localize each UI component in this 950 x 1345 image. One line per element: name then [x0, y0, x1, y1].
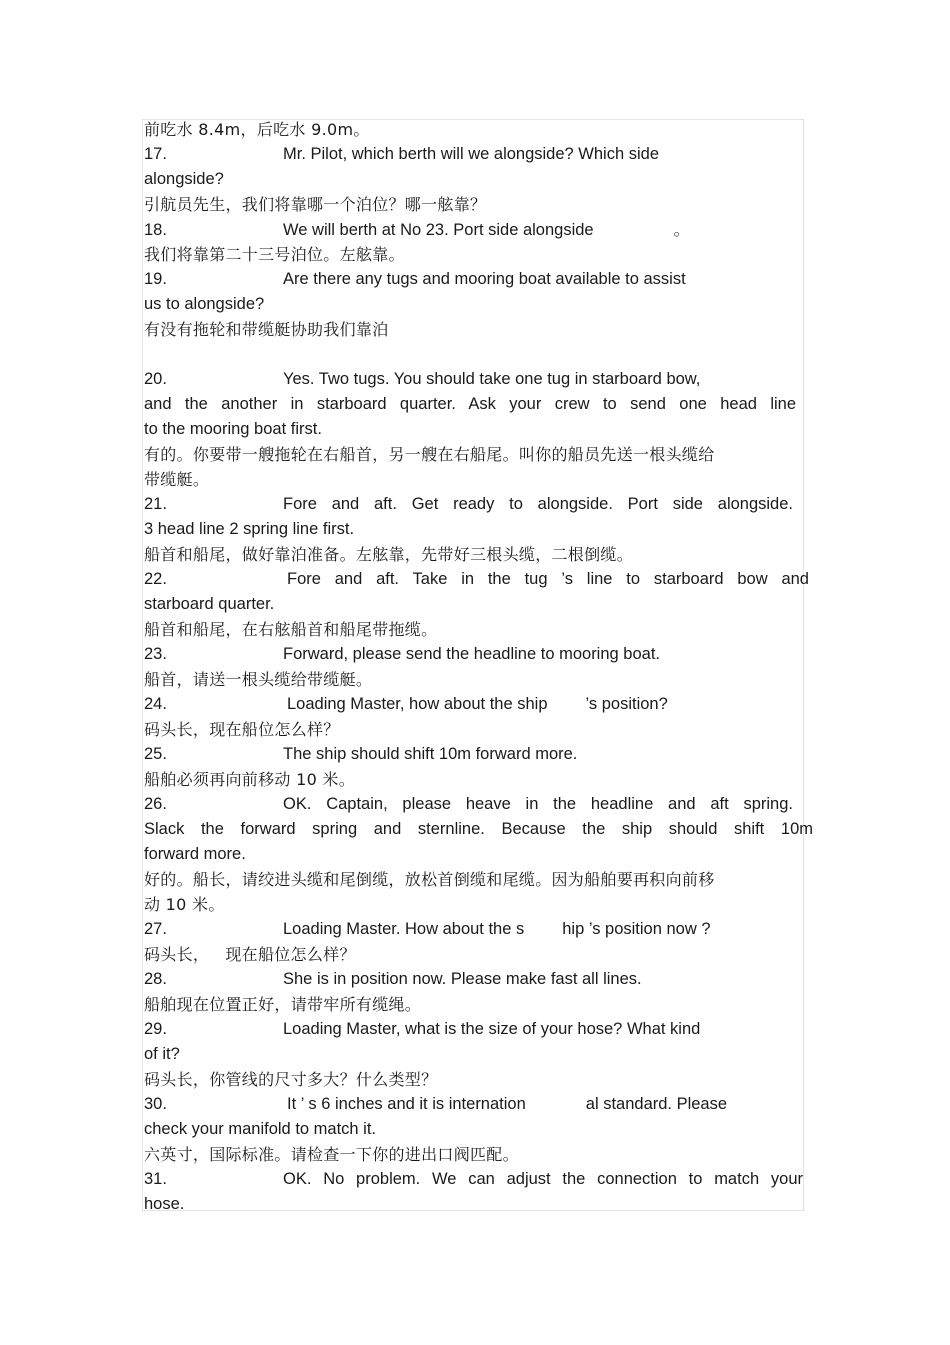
item-26-en-cont2: forward more. [144, 845, 246, 863]
item-23-en [144, 642, 814, 667]
item-number: 20. [144, 370, 167, 388]
item-text: The ship should shift 10m forward more. [283, 745, 578, 763]
item-19-en [144, 267, 814, 292]
item-number: 31. [144, 1170, 167, 1188]
item-18-en [144, 217, 814, 242]
item-17-zh: 引航员先生，我们将靠哪一个泊位？哪一舷靠？ [144, 195, 487, 214]
item-21-en-cont: 3 head line 2 spring line first. [144, 520, 355, 538]
item-29-en-cont: of it? [144, 1045, 180, 1063]
item-19-en-cont: us to alongside? [144, 295, 265, 313]
item-text: Forward, please send the headline to mooring boat. [283, 645, 660, 663]
item-24-en [144, 692, 814, 717]
item-21-en [144, 492, 814, 517]
item-23-zh: 船首，请送一根头缆给带缆艇。 [144, 670, 373, 689]
item-26-zh-cont: 动 10 米。 [144, 895, 225, 914]
item-30-zh: 六英寸，国际标准。请检查一下你的进出口阀匹配。 [144, 1145, 519, 1164]
item-text: Loading Master. How about the s [283, 920, 525, 938]
item-22-en-cont: starboard quarter. [144, 595, 275, 613]
item-30-en [144, 1092, 814, 1117]
item-29-en [144, 1017, 814, 1042]
item-22-zh: 船首和船尾，在右舷船首和船尾带拖缆。 [144, 620, 438, 639]
item-text: Mr. Pilot, which berth will we alongside? Which side [283, 145, 659, 163]
draft-line: 前吃水 8.4m，后吃水 9.0m。 [144, 120, 370, 139]
item-number: 23. [144, 645, 167, 663]
item-text: Loading Master, what is the size of your hose? What kind [283, 1020, 701, 1038]
item-text-cont: ’s position? [585, 695, 668, 713]
item-20-zh: 有的。你要带一艘拖轮在右船首，另一艘在右船尾。叫你的船员先送一根头缆给 [144, 445, 715, 464]
item-text: OK. Captain, please heave in the headline and aft spring. [283, 795, 793, 813]
item-number: 27. [144, 920, 167, 938]
item-17-en [144, 142, 814, 167]
item-26-en-cont: Slack the forward spring and sternline. Because the ship should shift 10m [144, 820, 813, 838]
item-20-zh-cont: 带缆艇。 [144, 470, 210, 489]
item-22-en [144, 567, 814, 592]
item-25-zh: 船舶必须再向前移动 10 米。 [144, 770, 356, 789]
item-number: 17. [144, 145, 167, 163]
item-text: She is in position now. Please make fast all lines. [283, 970, 642, 988]
item-number: 24. [144, 695, 167, 713]
item-21-zh: 船首和船尾，做好靠泊准备。左舷靠，先带好三根头缆，二根倒缆。 [144, 545, 634, 564]
item-31-en-cont: hose. [144, 1195, 185, 1213]
item-24-zh: 码头长，现在船位怎么样？ [144, 720, 340, 739]
item-20-en-cont: and the another in starboard quarter. Ask your crew to send one head line [144, 395, 796, 413]
item-number: 26. [144, 795, 167, 813]
item-number: 25. [144, 745, 167, 763]
item-27-en [144, 917, 814, 942]
item-20-en-cont2: to the mooring boat first. [144, 420, 322, 438]
item-number: 22. [144, 570, 167, 588]
item-text: It ’ s 6 inches and it is internation [287, 1095, 526, 1113]
item-text: Loading Master, how about the ship [287, 695, 548, 713]
item-18-zh: 我们将靠第二十三号泊位。左舷靠。 [144, 245, 405, 264]
item-25-en [144, 742, 814, 767]
item-text: Yes. Two tugs. You should take one tug in starboard bow, [283, 370, 701, 388]
item-29-zh: 码头长，你管线的尺寸多大？什么类型？ [144, 1070, 438, 1089]
item-number: 29. [144, 1020, 167, 1038]
item-26-en [144, 792, 814, 817]
item-17-en-cont: alongside? [144, 170, 224, 188]
item-number: 30. [144, 1095, 167, 1113]
item-text: Are there any tugs and mooring boat available to assist [283, 270, 686, 288]
item-text: OK. No problem. We can adjust the connection to match your [283, 1170, 803, 1188]
item-28-zh: 船舶现在位置正好，请带牢所有缆绳。 [144, 995, 422, 1014]
item-30-en-cont: check your manifold to match it. [144, 1120, 377, 1138]
item-number: 19. [144, 270, 167, 288]
item-26-zh: 好的。船长，请绞进头缆和尾倒缆，放松首倒缆和尾缆。因为船舶要再积向前移 [144, 870, 715, 889]
item-28-en [144, 967, 814, 992]
item-text: We will berth at No 23. Port side alongside [283, 221, 594, 239]
item-number: 18. [144, 221, 167, 239]
item-text: Fore and aft. Get ready to alongside. Port side alongside. [283, 495, 793, 513]
item-punct: 。 [673, 220, 690, 239]
item-19-zh: 有没有拖轮和带缆艇协助我们靠泊 [144, 320, 389, 339]
item-text: Fore and aft. Take in the tug ’s line to starboard bow and [287, 570, 809, 588]
item-27-zh: 码头长， 现在船位怎么样？ [144, 945, 356, 964]
item-number: 28. [144, 970, 167, 988]
document-body [144, 117, 814, 1217]
spacer [144, 342, 814, 367]
item-20-en [144, 367, 814, 392]
item-number: 21. [144, 495, 167, 513]
item-text-cont: hip ’s position now ? [562, 920, 711, 938]
item-31-en [144, 1167, 814, 1192]
item-text-cont: al standard. Please [585, 1095, 728, 1113]
